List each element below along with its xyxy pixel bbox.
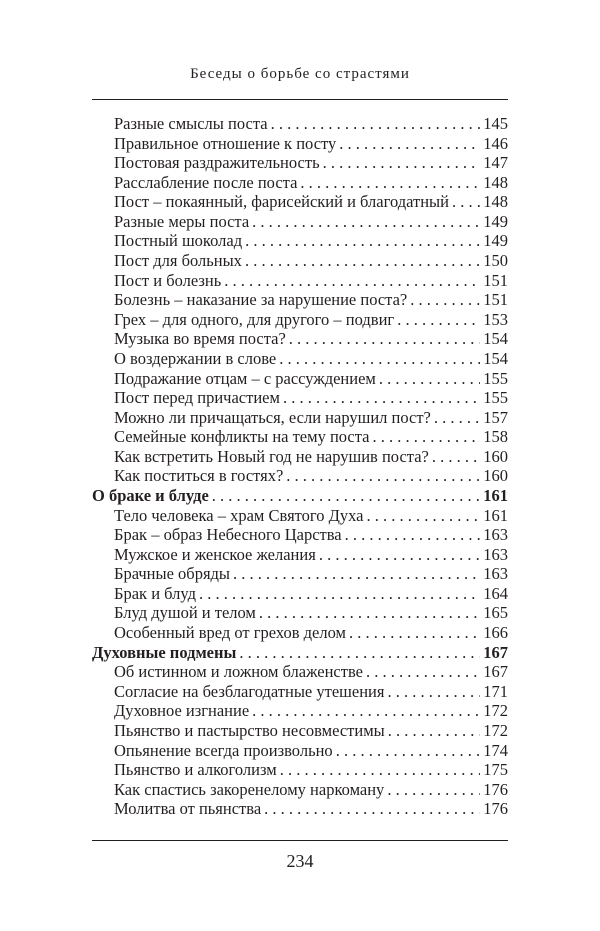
toc-entry-page: 163 [483, 525, 508, 545]
dot-leader [252, 701, 480, 721]
dot-leader [286, 466, 480, 486]
toc-entry-page: 176 [483, 799, 508, 819]
toc-entry-page: 161 [483, 505, 508, 525]
dot-leader [283, 388, 480, 408]
dot-leader [224, 271, 480, 291]
toc-entry [92, 388, 508, 408]
dot-leader [397, 310, 480, 330]
toc-entry [92, 212, 508, 232]
toc-entry-page: 165 [483, 603, 508, 623]
toc-entry-title: Грех – для одного, для другого – подвиг [114, 309, 395, 329]
toc-entry-title: Постовая раздражительность [114, 153, 320, 173]
toc-entry-page: 148 [483, 172, 508, 192]
toc-entry [92, 271, 508, 291]
dot-leader [432, 447, 480, 467]
toc-entry-title: Пост – покаянный, фарисейский и благодатный [114, 192, 449, 212]
toc-entry-title: Правильное отношение к посту [114, 133, 337, 153]
dot-leader [239, 643, 480, 663]
toc-entry-page: 158 [483, 427, 508, 447]
toc-entry [92, 721, 508, 741]
toc-entry [92, 290, 508, 310]
toc-section-entry [92, 486, 508, 506]
toc-entry [92, 153, 508, 173]
toc-entry [92, 799, 508, 819]
toc-entry-title: Пьянство и пастырство несовместимы [114, 720, 385, 740]
dot-leader [366, 662, 480, 682]
toc-entry-title: Особенный вред от грехов делом [114, 623, 346, 643]
toc-entry-page: 154 [483, 348, 508, 368]
toc-entry-page: 157 [483, 407, 508, 427]
dot-leader [264, 799, 480, 819]
toc-entry [92, 408, 508, 428]
toc-entry [92, 525, 508, 545]
toc-entry-page: 175 [483, 760, 508, 780]
toc-entry-page: 148 [483, 192, 508, 212]
toc-entry-page: 155 [483, 368, 508, 388]
toc-entry-page: 174 [483, 740, 508, 760]
toc-entry [92, 564, 508, 584]
dot-leader [410, 290, 480, 310]
toc-entry-page: 163 [483, 564, 508, 584]
table-of-contents [92, 114, 508, 819]
toc-entry [92, 662, 508, 682]
toc-entry-page: 160 [483, 466, 508, 486]
dot-leader [367, 506, 481, 526]
toc-entry [92, 329, 508, 349]
toc-section-entry [92, 643, 508, 663]
toc-entry [92, 623, 508, 643]
dot-leader [452, 192, 480, 212]
dot-leader [199, 584, 480, 604]
toc-entry-title: Пост перед причастием [114, 388, 280, 408]
toc-entry-page: 172 [483, 720, 508, 740]
toc-entry [92, 780, 508, 800]
toc-entry-page: 171 [483, 681, 508, 701]
dot-leader [280, 760, 481, 780]
toc-entry [92, 760, 508, 780]
dot-leader [388, 721, 481, 741]
toc-entry-page: 153 [483, 309, 508, 329]
toc-entry-page: 167 [483, 642, 508, 662]
toc-entry-page: 176 [483, 779, 508, 799]
toc-entry-page: 147 [483, 153, 508, 173]
toc-entry-title: Духовное изгнание [114, 701, 250, 721]
toc-entry-title: Мужское и женское желания [114, 544, 316, 564]
toc-entry-title: Постный шоколад [114, 231, 243, 251]
toc-entry-page: 146 [483, 133, 508, 153]
toc-entry-title: Брак и блуд [114, 583, 196, 603]
toc-entry-title: Расслабление после поста [114, 172, 298, 192]
toc-entry-page: 149 [483, 231, 508, 251]
toc-entry-title: Пьянство и алкоголизм [114, 760, 277, 780]
toc-entry [92, 584, 508, 604]
dot-leader [336, 741, 481, 761]
toc-entry [92, 192, 508, 212]
dot-leader [300, 173, 480, 193]
toc-entry-page: 160 [483, 446, 508, 466]
dot-leader [339, 134, 480, 154]
toc-entry [92, 427, 508, 447]
toc-entry-title: Пост для больных [114, 251, 242, 271]
dot-leader [319, 545, 480, 565]
page-number: 234 [286, 851, 314, 871]
toc-entry [92, 231, 508, 251]
toc-entry-page: 172 [483, 701, 508, 721]
dot-leader [323, 153, 481, 173]
toc-entry [92, 114, 508, 134]
dot-leader [233, 564, 480, 584]
toc-entry-title: Подражание отцам – с рассуждением [114, 368, 376, 388]
toc-entry-page: 161 [483, 485, 508, 505]
dot-leader [279, 349, 480, 369]
toc-entry [92, 173, 508, 193]
dot-leader [271, 114, 481, 134]
toc-entry [92, 466, 508, 486]
toc-entry [92, 349, 508, 369]
dot-leader [252, 212, 480, 232]
toc-entry [92, 682, 508, 702]
toc-entry [92, 545, 508, 565]
toc-entry [92, 603, 508, 623]
toc-entry-title: Блуд душой и телом [114, 603, 256, 623]
dot-leader [373, 427, 481, 447]
toc-entry-title: Брак – образ Небесного Царства [114, 525, 342, 545]
dot-leader [259, 603, 480, 623]
toc-entry-title: Семейные конфликты на тему поста [114, 427, 370, 447]
toc-entry [92, 701, 508, 721]
toc-entry [92, 134, 508, 154]
dot-leader [289, 329, 480, 349]
toc-entry-title: О браке и блуде [92, 485, 209, 505]
toc-entry-page: 166 [483, 623, 508, 643]
toc-entry-page: 154 [483, 329, 508, 349]
toc-entry-title: Пост и болезнь [114, 270, 222, 290]
toc-entry [92, 447, 508, 467]
header-rule [92, 99, 508, 100]
toc-entry-title: Тело человека – храм Святого Духа [114, 505, 364, 525]
toc-entry-title: Духовные подмены [92, 642, 237, 662]
toc-entry-page: 150 [483, 251, 508, 271]
toc-entry-title: Об истинном и ложном блаженстве [114, 662, 363, 682]
toc-entry-page: 164 [483, 583, 508, 603]
dot-leader [387, 682, 480, 702]
toc-entry-title: Как поститься в гостях? [114, 466, 284, 486]
dot-leader [345, 525, 481, 545]
toc-entry-page: 163 [483, 544, 508, 564]
toc-entry-title: Разные смыслы поста [114, 114, 268, 133]
toc-entry-title: Музыка во время поста? [114, 329, 286, 349]
toc-entry-title: О воздержании в слове [114, 348, 277, 368]
toc-entry-page: 149 [483, 211, 508, 231]
toc-entry-page: 145 [483, 114, 508, 133]
toc-entry-title: Молитва от пьянства [114, 799, 262, 819]
toc-entry [92, 506, 508, 526]
toc-entry-title: Можно ли причащаться, если нарушил пост? [114, 407, 431, 427]
dot-leader [379, 369, 480, 389]
running-head: Беседы о борьбе со страстями [190, 66, 410, 82]
dot-leader [212, 486, 480, 506]
dot-leader [387, 780, 480, 800]
toc-entry [92, 310, 508, 330]
toc-entry [92, 369, 508, 389]
dot-leader [349, 623, 480, 643]
toc-entry-title: Опьянение всегда произвольно [114, 740, 333, 760]
toc-entry-title: Разные меры поста [114, 211, 250, 231]
toc-entry-page: 151 [483, 270, 508, 290]
footer-rule [92, 840, 508, 841]
toc-entry-page: 151 [483, 290, 508, 310]
toc-entry-title: Болезнь – наказание за нарушение поста? [114, 290, 408, 310]
toc-entry-page: 155 [483, 388, 508, 408]
toc-entry [92, 741, 508, 761]
dot-leader [434, 408, 480, 428]
toc-entry-title: Брачные обряды [114, 564, 231, 584]
toc-entry [92, 251, 508, 271]
toc-entry-title: Согласие на безблагодатные утешения [114, 681, 385, 701]
dot-leader [245, 231, 480, 251]
toc-entry-page: 167 [483, 662, 508, 682]
toc-entry-title: Как встретить Новый год не нарушив поста? [114, 446, 429, 466]
dot-leader [245, 251, 480, 271]
toc-entry-title: Как спастись закоренелому наркоману [114, 779, 385, 799]
